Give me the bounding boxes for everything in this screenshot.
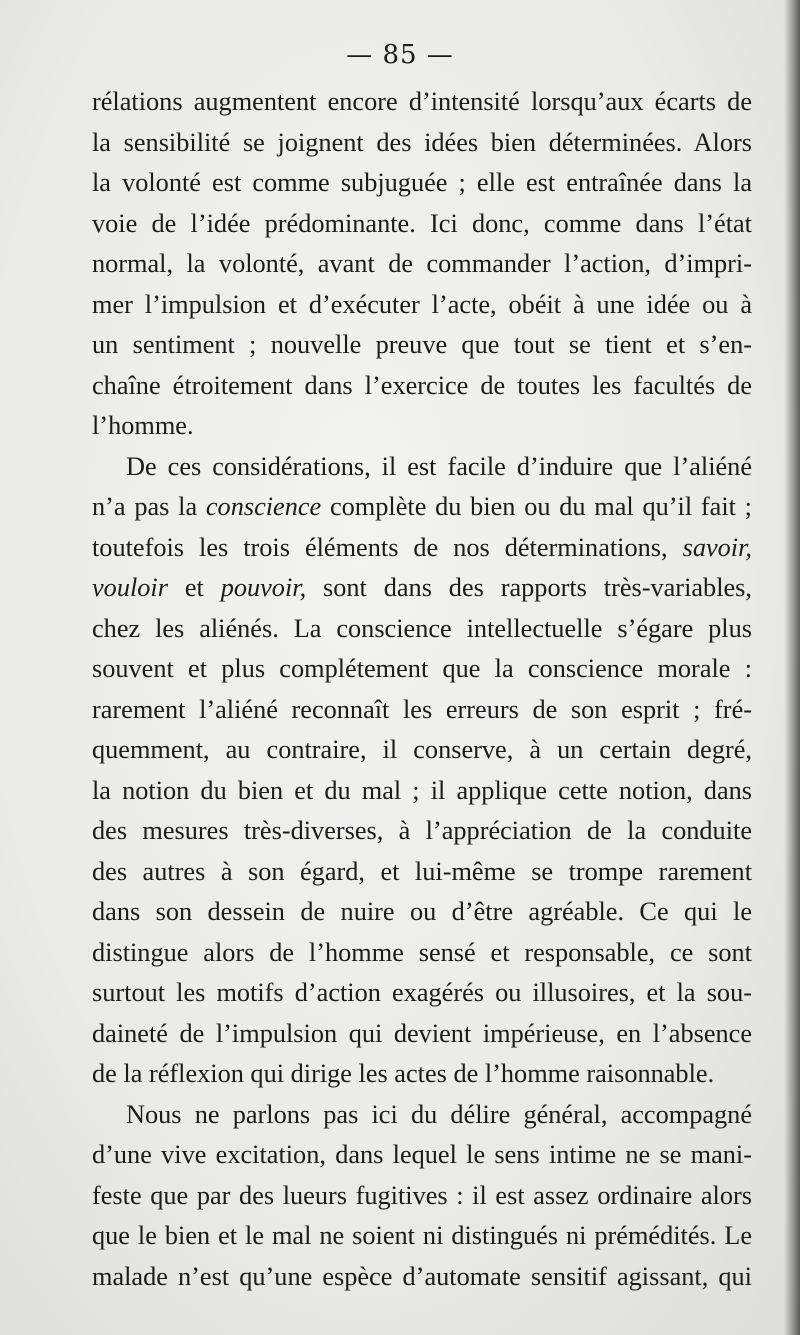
page-body (92, 82, 752, 1297)
text-line: dans son dessein de nuire ou d’être agréable. Ce qui le (92, 897, 752, 926)
text-line: un sentiment ; nouvelle preuve que tout se tient et s’en- (92, 330, 752, 359)
text-line: la volonté est comme subjuguée ; elle est entraînée dans la (92, 168, 752, 197)
text-line: malade n’est qu’une espèce d’automate sensitif agissant, qui (92, 1261, 752, 1291)
text-run: complète du bien ou du mal qu’il fait ; (321, 492, 752, 521)
text-line: normal, la volonté, avant de commander l’action, d’impri- (92, 249, 752, 278)
text-line-with-italic (92, 487, 752, 528)
text-line: De ces considérations, il est facile d’induire que l’aliéné (126, 451, 752, 481)
text-line: surtout les motifs d’action exagérés ou illusoires, et la sou- (92, 978, 752, 1007)
italic-word: savoir, (682, 532, 752, 562)
italic-word: vouloir (92, 573, 168, 602)
text-line: chaîne étroitement dans l’exercice de toutes les facultés de (92, 370, 752, 400)
text-line: rélations augmentent encore d’intensité lorsqu’aux écarts de (92, 87, 752, 116)
text-line: distingue alors de l’homme sensé et responsable, ce sont (92, 937, 752, 967)
text-line: voie de l’idée prédominante. Ici donc, comme dans l’état (92, 208, 752, 238)
text-line: daineté de l’impulsion qui devient impérieuse, en l’absence (92, 1018, 752, 1048)
text-line: rarement l’aliéné reconnaît les erreurs de son esprit ; fré- (92, 694, 752, 724)
text-line: des autres à son égard, et lui-même se trompe rarement (92, 856, 752, 886)
page-number: — 85 — (346, 40, 454, 70)
text-line-with-italic (92, 528, 752, 569)
text-run: et (167, 573, 221, 602)
text-line: chez les aliénés. La conscience intellectuelle s’égare plus (92, 613, 752, 643)
text-line: souvent et plus complétement que la conscience morale : (92, 654, 752, 683)
text-run: sont dans des rapports très-variables, (306, 573, 752, 602)
text-line: que le bien et le mal ne soient ni distingués ni prémédités. Le (92, 1221, 752, 1250)
text-line: feste que par des lueurs fugitives : il est assez ordinaire alors (92, 1180, 752, 1210)
italic-word: conscience (205, 492, 322, 521)
text-line: Nous ne parlons pas ici du délire général, accompagné (126, 1099, 752, 1129)
text-run: n’a pas la (92, 492, 206, 521)
text-line-with-italic (92, 568, 752, 609)
italic-word: pouvoir, (220, 573, 307, 602)
text-line: d’une vive excitation, dans lequel le sens intime ne se mani- (92, 1140, 752, 1169)
text-line: de la réflexion qui dirige les actes de l’homme raisonnable. (92, 1059, 715, 1088)
text-line: l’homme. (92, 411, 194, 440)
text-line: quemment, au contraire, il conserve, à un certain degré, (92, 735, 752, 764)
text-line: des mesures très-diverses, à l’appréciation de la conduite (92, 816, 752, 845)
text-line: la notion du bien et du mal ; il applique cette notion, dans (92, 775, 752, 805)
text-run: toutefois les trois éléments de nos déterminations, (92, 532, 683, 562)
page-edge-shadow (784, 0, 800, 1335)
text-line: la sensibilité se joignent des idées bien déterminées. Alors (92, 127, 752, 157)
text-line: mer l’impulsion et d’exécuter l’acte, obéit à une idée ou à (92, 289, 752, 319)
